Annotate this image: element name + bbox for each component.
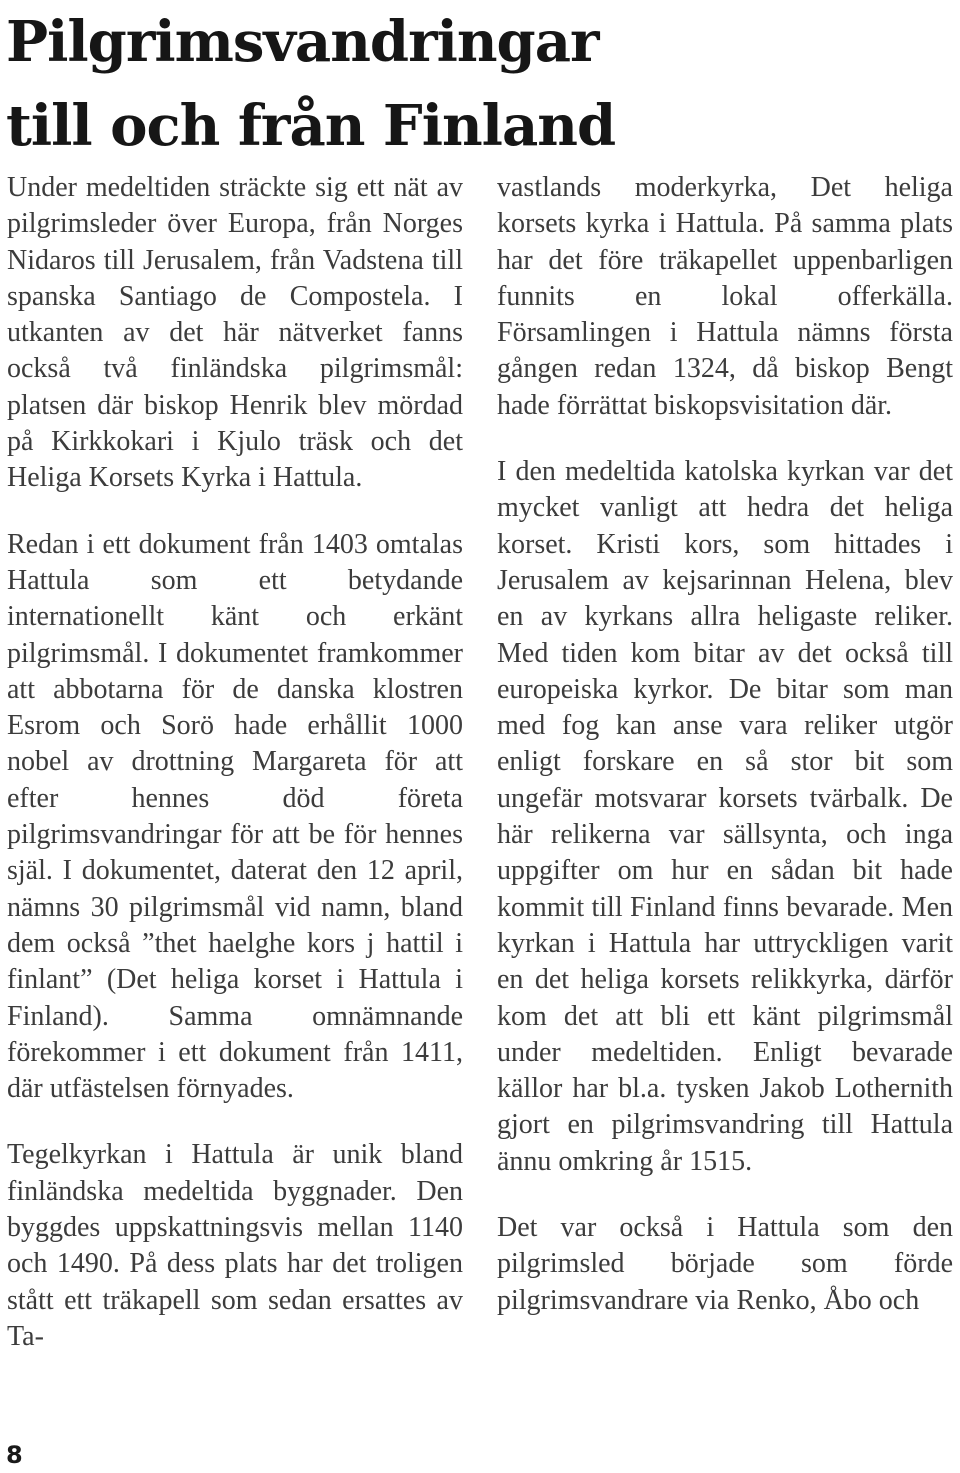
paragraph: vastlands moderkyrka, Det heliga korsets kyrka i Hattula. På samma plats har det före träkapellet uppenbarligen funnits en lokal offerkälla. Församlingen i Hattula nämns första gången redan 1324, då biskop Bengt hade förrättat biskopsvisitation där. [497, 172, 953, 421]
article-title-line-1: Pilgrimsvandringar [6, 9, 599, 75]
paragraph: Under medeltiden sträckte sig ett nät av pilgrimsleder över Europa, från Norges Nidaros till Jerusalem, från Vadstena till spanska Santiago de Compostela. I utkanten av det här nätverket fanns också två finländska pilgrimsmål: platsen där biskop Henrik blev mördad på Kirkkokari i Kjulo träsk och det Heliga Korsets Kyrka i Hattula. [7, 172, 463, 494]
paragraph: Tegelkyrkan i Hattula är unik bland finländska medeltida byggnader. Den byggdes uppskattningsvis mellan 1140 och 1490. På dess plats har det troligen stått ett träkapell som sedan ersattes av Ta- [7, 1139, 463, 1352]
article-title [6, 0, 956, 168]
left-text-column [7, 170, 463, 1355]
page-number: 8 [6, 1441, 23, 1469]
article-title-line-2: till och från Finland [6, 93, 616, 159]
right-text-column [497, 170, 953, 1319]
paragraph: Det var också i Hattula som den pilgrimsled började som förde pilgrimsvandrare via Renko, Åbo och [497, 1212, 953, 1316]
paragraph: Redan i ett dokument från 1403 omtalas Hattula som ett betydande internationellt känt och erkänt pilgrimsmål. I dokumentet framkommer att abbotarna för de danska klostren Esrom och Sorö hade erhållit 1000 nobel av drottning Margareta för att efter hennes död företa pilgrimsvandringar för att be för hennes själ. I dokumentet, daterat den 12 april, nämns 30 pilgrimsmål vid namn, bland dem också ”thet haelghe kors j hattil i finlant” (Det heliga korset i Hattula i Finland). Samma omnämnande förekommer i ett dokument från 1411, där utfästelsen förnyades. [7, 528, 463, 1105]
paragraph: I den medeltida katolska kyrkan var det mycket vanligt att hedra det heliga korset. Kristi kors, som hittades i Jerusalem av kejsarinnan Helena, blev en av kyrkans allra heligaste reliker. Med tiden kom bitar av det också till europeiska kyrkor. De bitar som man med fog kan anse vara reliker utgör enligt forskare en så stor bit som ungefär motsvarar korsets tvärbalk. De här relikerna var sällsynta, och inga uppgifter om hur en sådan bit hade kommit till Finland finns bevarade. Men kyrkan i Hattula har uttryckligen varit en det heliga korsets relikkyrka, därför kom det att bli ett känt pilgrimsmål under medeltiden. Enligt bevarade källor har bl.a. tysken Jakob Lothernith gjort en pilgrimsvandring till Hattula ännu omkring år 1515. [497, 456, 953, 1177]
